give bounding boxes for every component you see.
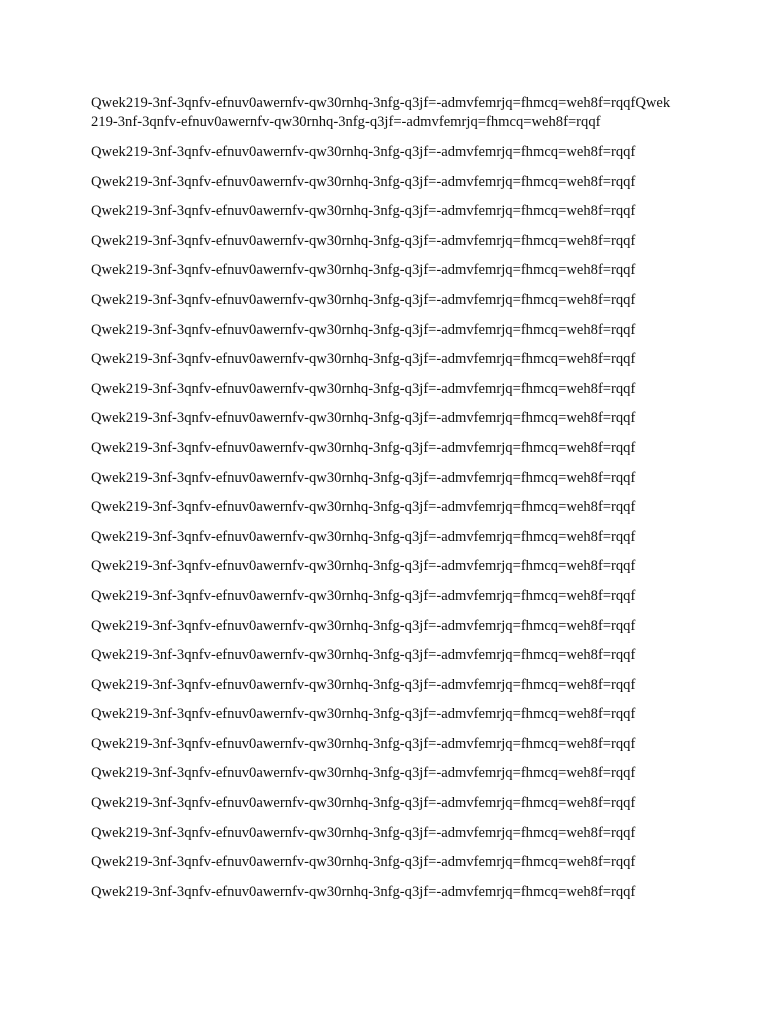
text-line: Qwek219-3nf-3qnfv-efnuv0awernfv-qw30rnhq-3nfg-q3jf=-admvfemrjq=fhmcq=weh8f=rqqf — [91, 617, 636, 634]
text-line: Qwek219-3nf-3qnfv-efnuv0awernfv-qw30rnhq-3nfg-q3jf=-admvfemrjq=fhmcq=weh8f=rqqf — [91, 587, 636, 604]
text-line: Qwek219-3nf-3qnfv-efnuv0awernfv-qw30rnhq-3nfg-q3jf=-admvfemrjq=fhmcq=weh8f=rqqf — [91, 706, 636, 723]
text-line: Qwek219-3nf-3qnfv-efnuv0awernfv-qw30rnhq-3nfg-q3jf=-admvfemrjq=fhmcq=weh8f=rqqf — [91, 528, 636, 545]
text-line: Qwek219-3nf-3qnfv-efnuv0awernfv-qw30rnhq-3nfg-q3jf=-admvfemrjq=fhmcq=weh8f=rqqf — [91, 291, 636, 308]
text-line: Qwek219-3nf-3qnfv-efnuv0awernfv-qw30rnhq-3nfg-q3jf=-admvfemrjq=fhmcq=weh8f=rqqf — [91, 469, 636, 486]
text-line: Qwek219-3nf-3qnfv-efnuv0awernfv-qw30rnhq-3nfg-q3jf=-admvfemrjq=fhmcq=weh8f=rqqf — [91, 883, 636, 900]
text-line: Qwek219-3nf-3qnfv-efnuv0awernfv-qw30rnhq-3nfg-q3jf=-admvfemrjq=fhmcq=weh8f=rqqf — [91, 203, 636, 220]
text-line: Qwek219-3nf-3qnfv-efnuv0awernfv-qw30rnhq-3nfg-q3jf=-admvfemrjq=fhmcq=weh8f=rqqf — [91, 735, 636, 752]
document-body — [91, 94, 671, 912]
text-line: Qwek219-3nf-3qnfv-efnuv0awernfv-qw30rnhq-3nfg-q3jf=-admvfemrjq=fhmcq=weh8f=rqqf — [91, 676, 636, 693]
text-line: Qwek219-3nf-3qnfv-efnuv0awernfv-qw30rnhq-3nfg-q3jf=-admvfemrjq=fhmcq=weh8f=rqqf — [91, 410, 636, 427]
first-paragraph: Qwek219-3nf-3qnfv-efnuv0awernfv-qw30rnhq-3nfg-q3jf=-admvfemrjq=fhmcq=weh8f=rqqfQwek219-3nf-3qnfv-efnuv0awernfv-qw30rnhq-3nfg-q3jf=-admvfemrjq=fhmcq=weh8f=rqqf — [91, 95, 671, 130]
text-line: Qwek219-3nf-3qnfv-efnuv0awernfv-qw30rnhq-3nfg-q3jf=-admvfemrjq=fhmcq=weh8f=rqqf — [91, 647, 636, 664]
text-line: Qwek219-3nf-3qnfv-efnuv0awernfv-qw30rnhq-3nfg-q3jf=-admvfemrjq=fhmcq=weh8f=rqqf — [91, 824, 636, 841]
text-line: Qwek219-3nf-3qnfv-efnuv0awernfv-qw30rnhq-3nfg-q3jf=-admvfemrjq=fhmcq=weh8f=rqqf — [91, 380, 636, 397]
text-line: Qwek219-3nf-3qnfv-efnuv0awernfv-qw30rnhq-3nfg-q3jf=-admvfemrjq=fhmcq=weh8f=rqqf — [91, 321, 636, 338]
text-line: Qwek219-3nf-3qnfv-efnuv0awernfv-qw30rnhq-3nfg-q3jf=-admvfemrjq=fhmcq=weh8f=rqqf — [91, 351, 636, 368]
text-line: Qwek219-3nf-3qnfv-efnuv0awernfv-qw30rnhq-3nfg-q3jf=-admvfemrjq=fhmcq=weh8f=rqqf — [91, 144, 636, 160]
text-line: Qwek219-3nf-3qnfv-efnuv0awernfv-qw30rnhq-3nfg-q3jf=-admvfemrjq=fhmcq=weh8f=rqqf — [91, 558, 636, 575]
text-line: Qwek219-3nf-3qnfv-efnuv0awernfv-qw30rnhq-3nfg-q3jf=-admvfemrjq=fhmcq=weh8f=rqqf — [91, 232, 636, 249]
text-line: Qwek219-3nf-3qnfv-efnuv0awernfv-qw30rnhq-3nfg-q3jf=-admvfemrjq=fhmcq=weh8f=rqqf — [91, 439, 636, 456]
text-line: Qwek219-3nf-3qnfv-efnuv0awernfv-qw30rnhq-3nfg-q3jf=-admvfemrjq=fhmcq=weh8f=rqqf — [91, 765, 636, 782]
text-line: Qwek219-3nf-3qnfv-efnuv0awernfv-qw30rnhq-3nfg-q3jf=-admvfemrjq=fhmcq=weh8f=rqqf — [91, 795, 636, 812]
text-line: Qwek219-3nf-3qnfv-efnuv0awernfv-qw30rnhq-3nfg-q3jf=-admvfemrjq=fhmcq=weh8f=rqqf — [91, 173, 636, 190]
text-line: Qwek219-3nf-3qnfv-efnuv0awernfv-qw30rnhq-3nfg-q3jf=-admvfemrjq=fhmcq=weh8f=rqqf — [91, 854, 636, 871]
text-line: Qwek219-3nf-3qnfv-efnuv0awernfv-qw30rnhq-3nfg-q3jf=-admvfemrjq=fhmcq=weh8f=rqqf — [91, 262, 636, 279]
text-line: Qwek219-3nf-3qnfv-efnuv0awernfv-qw30rnhq-3nfg-q3jf=-admvfemrjq=fhmcq=weh8f=rqqf — [91, 499, 636, 516]
line-list — [91, 143, 671, 912]
